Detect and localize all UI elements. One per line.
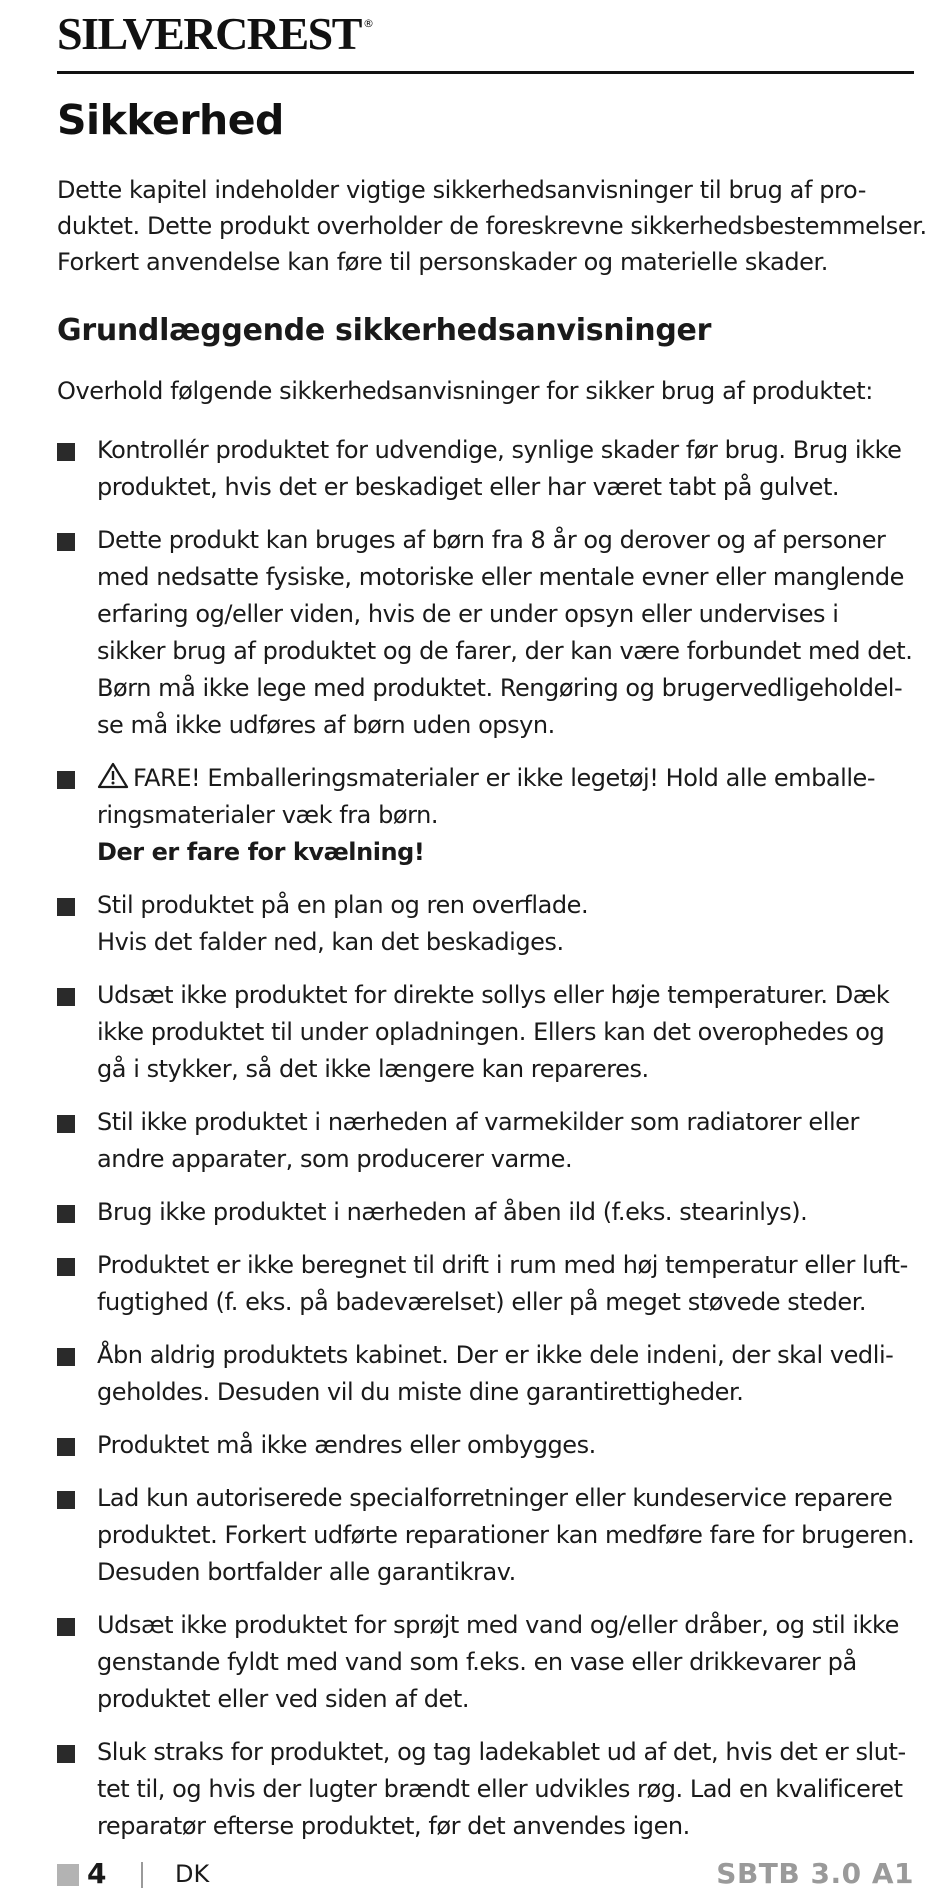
item-line: Sluk straks for produktet, og tag ladekablet ud af det, hvis det er slut- (97, 1738, 906, 1766)
section-heading: Grundlæggende sikkerhedsanvisninger (57, 313, 712, 348)
item-line: produktet eller ved siden af det. (97, 1685, 469, 1713)
bullet-square-icon (57, 1348, 75, 1366)
item-line: ikke produktet til under opladningen. Ellers kan det overophedes og (97, 1018, 885, 1046)
intro-line: Forkert anvendelse kan føre til personskader og materielle skader. (57, 248, 829, 276)
list-item (57, 1194, 914, 1231)
list-item (57, 977, 914, 1088)
item-line: Produktet må ikke ændres eller ombygges. (97, 1431, 596, 1459)
item-line: genstande fyldt med vand som f.eks. en vase eller drikkevarer på (97, 1648, 857, 1676)
bullet-square-icon (57, 443, 75, 461)
warning-list-item (57, 760, 914, 871)
bullet-square-icon (57, 1205, 75, 1223)
item-line: andre apparater, som producerer varme. (97, 1145, 573, 1173)
page-footer (57, 1856, 914, 1892)
item-line: Børn må ikke lege med produktet. Rengøring og brugervedligeholdel- (97, 674, 903, 702)
bullet-square-icon (57, 988, 75, 1006)
language-code: DK (175, 1860, 210, 1888)
page-title: Sikkerhed (57, 96, 284, 144)
bullet-square-icon (57, 533, 75, 551)
bullet-square-icon (57, 1745, 75, 1763)
item-line: se må ikke udføres af børn uden opsyn. (97, 711, 555, 739)
intro-paragraph (57, 172, 927, 280)
item-line: Desuden bortfalder alle garantikrav. (97, 1558, 516, 1586)
footer-separator (141, 1862, 143, 1888)
item-line: Åbn aldrig produktets kabinet. Der er ikke dele indeni, der skal vedli- (97, 1341, 894, 1369)
item-line: Dette produkt kan bruges af børn fra 8 år og derover og af personer (97, 526, 886, 554)
warning-triangle-icon (97, 762, 129, 789)
item-line: Lad kun autoriserede specialforretninger eller kundeservice reparere (97, 1484, 893, 1512)
item-line: Produktet er ikke beregnet til drift i rum med høj temperatur eller luft- (97, 1251, 908, 1279)
item-line: med nedsatte fysiske, motoriske eller mentale evner eller manglende (97, 563, 904, 591)
item-line: Stil produktet på en plan og ren overflade. (97, 891, 589, 919)
item-line: tet til, og hvis der lugter brændt eller udvikles røg. Lad en kvalificeret (97, 1775, 903, 1803)
item-line: produktet, hvis det er beskadiget eller har været tabt på gulvet. (97, 473, 840, 501)
item-line: Udsæt ikke produktet for direkte sollys eller høje temperaturer. Dæk (97, 981, 890, 1009)
bullet-square-icon (57, 1491, 75, 1509)
header-rule (57, 71, 914, 74)
list-item (57, 1607, 914, 1718)
safety-instructions-list (57, 432, 914, 1861)
bullet-square-icon (57, 1258, 75, 1276)
list-item (57, 1337, 914, 1411)
item-line: Stil ikke produktet i nærheden af varmekilder som radiatorer eller (97, 1108, 859, 1136)
section-lead: Overhold følgende sikkerhedsanvisninger for sikker brug af produktet: (57, 377, 873, 405)
model-number: SBTB 3.0 A1 (716, 1857, 914, 1890)
list-item (57, 1480, 914, 1591)
bullet-square-icon (57, 898, 75, 916)
list-item (57, 1427, 914, 1464)
item-line: Udsæt ikke produktet for sprøjt med vand og/eller dråber, og stil ikke (97, 1611, 899, 1639)
item-line: reparatør efterse produktet, før det anvendes igen. (97, 1812, 690, 1840)
warning-emphasis: Der er fare for kvælning! (97, 838, 425, 866)
item-line (97, 760, 914, 797)
footer-square-icon (57, 1864, 79, 1886)
bullet-square-icon (57, 1438, 75, 1456)
bullet-square-icon (57, 1115, 75, 1133)
item-line: gå i stykker, så det ikke længere kan repareres. (97, 1055, 649, 1083)
item-line: geholdes. Desuden vil du miste dine garantirettigheder. (97, 1378, 744, 1406)
intro-line: Dette kapitel indeholder vigtige sikkerhedsanvisninger til brug af pro- (57, 176, 866, 204)
intro-line: duktet. Dette produkt overholder de foreskrevne sikkerhedsbestemmelser. (57, 212, 927, 240)
page-number: 4 (87, 1857, 107, 1890)
list-item (57, 1104, 914, 1178)
item-line: Hvis det falder ned, kan det beskadiges. (97, 928, 564, 956)
bullet-square-icon (57, 1618, 75, 1636)
brand-logo-text: SILVERCREST (57, 8, 361, 59)
list-item (57, 887, 914, 961)
list-item (57, 522, 914, 744)
item-line: Kontrollér produktet for udvendige, synlige skader før brug. Brug ikke (97, 436, 902, 464)
list-item (57, 1247, 914, 1321)
item-text: FARE! Emballeringsmaterialer er ikke legetøj! Hold alle emballe- (133, 764, 876, 792)
item-line: erfaring og/eller viden, hvis de er under opsyn eller undervises i (97, 600, 839, 628)
item-line: Brug ikke produktet i nærheden af åben ild (f.eks. stearinlys). (97, 1198, 808, 1226)
item-line: produktet. Forkert udførte reparationer kan medføre fare for brugeren. (97, 1521, 915, 1549)
list-item (57, 1734, 914, 1845)
registered-mark: ® (362, 17, 374, 30)
manual-page (57, 0, 927, 1904)
brand-logo (57, 8, 374, 60)
item-line: sikker brug af produktet og de farer, der kan være forbundet med det. (97, 637, 913, 665)
item-line: fugtighed (f. eks. på badeværelset) eller på meget støvede steder. (97, 1288, 867, 1316)
item-line: ringsmaterialer væk fra børn. (97, 801, 439, 829)
list-item (57, 432, 914, 506)
bullet-square-icon (57, 771, 75, 789)
